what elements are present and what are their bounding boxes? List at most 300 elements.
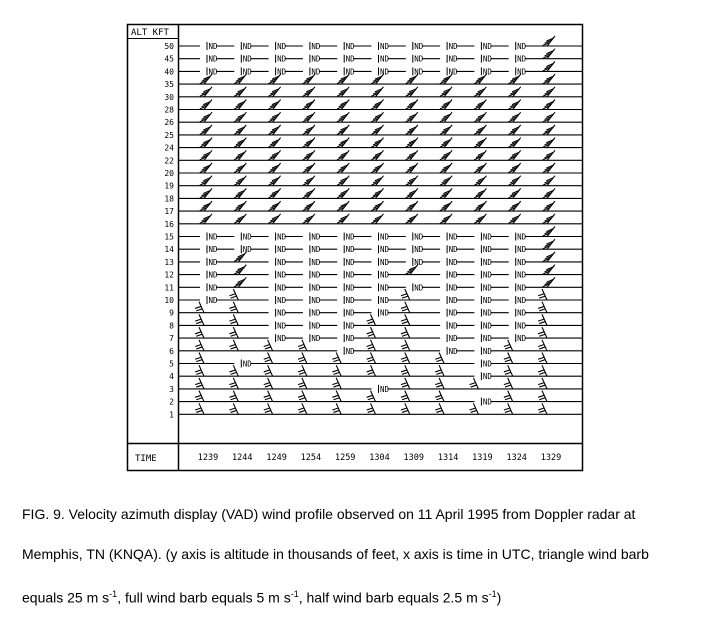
wind-barb [337, 74, 349, 84]
altitude-label: 18 [164, 194, 174, 204]
nd-marker: ND [277, 257, 287, 267]
wind-barb [234, 265, 246, 275]
wind-barb [538, 340, 547, 351]
wind-barb [337, 100, 349, 110]
nd-marker: ND [414, 257, 424, 267]
nd-marker: ND [482, 321, 492, 331]
wind-barb [543, 227, 555, 237]
nd-marker: ND [277, 334, 287, 344]
nd-marker: ND [277, 245, 287, 255]
wind-barb [401, 302, 410, 313]
wind-barb [474, 163, 486, 173]
wind-barb [234, 100, 246, 110]
wind-barb [543, 214, 555, 224]
wind-barb [229, 391, 238, 402]
nd-marker: ND [277, 270, 287, 280]
wind-barb [371, 214, 383, 224]
altitude-label: 10 [164, 296, 174, 305]
time-label-1259: 1259 [334, 453, 356, 463]
wind-barb [303, 188, 315, 198]
wind-barb [435, 391, 444, 402]
nd-marker: ND [379, 270, 390, 280]
wind-barb [474, 201, 486, 211]
wind-barb [401, 327, 410, 338]
altitude-label: 25 [164, 130, 174, 140]
wind-barb [371, 112, 383, 122]
altitude-label: 14 [164, 245, 174, 255]
nd-marker: ND [448, 42, 458, 51]
nd-marker: ND [208, 67, 218, 77]
wind-barb [229, 403, 238, 414]
wind-barb [543, 252, 555, 262]
wind-barb [440, 188, 452, 198]
nd-marker: ND [517, 296, 527, 305]
nd-marker: ND [311, 270, 321, 280]
wind-barb [200, 138, 212, 148]
wind-barb [509, 176, 521, 186]
wind-barb [406, 112, 418, 122]
wind-barb [303, 112, 315, 122]
wind-barb [303, 176, 315, 186]
wind-barb [401, 378, 410, 389]
wind-barb [474, 87, 486, 97]
altitude-row-lines [179, 46, 583, 414]
nd-marker: ND [379, 54, 390, 64]
altitude-label: 5 [169, 359, 174, 369]
nd-marker: ND [379, 283, 390, 293]
wind-barb [406, 125, 418, 135]
nd-marker: ND [448, 296, 458, 305]
wind-barb [268, 100, 280, 110]
wind-barb [406, 214, 418, 224]
wind-barb [200, 74, 212, 84]
wind-barb [332, 378, 341, 389]
wind-barb [200, 125, 212, 135]
wind-barb [538, 353, 547, 364]
wind-barb [543, 49, 555, 59]
wind-barb [298, 365, 307, 376]
wind-barb [303, 100, 315, 110]
wind-barb [264, 378, 273, 389]
wind-barb [440, 214, 452, 224]
nd-marker: ND [208, 232, 218, 242]
wind-barb [440, 112, 452, 122]
time-label-1254: 1254 [300, 453, 322, 463]
wind-barb [268, 188, 280, 198]
wind-barb [440, 74, 452, 84]
wind-barb [337, 87, 349, 97]
wind-barb [371, 87, 383, 97]
nd-marker: ND [482, 67, 492, 77]
caption-line-3-part-4: ) [496, 589, 502, 606]
wind-barb [337, 138, 349, 148]
nd-marker: ND [414, 245, 424, 255]
wind-barb [195, 365, 204, 376]
caption-line-3-part-2: , full wind barb equals 5 m s [117, 589, 291, 606]
nd-marker: ND [517, 283, 527, 293]
wind-barb [298, 403, 307, 414]
caption-line-3-part-3: , half wind barb equals 2.5 m s [298, 589, 489, 606]
nd-marker: ND [379, 308, 390, 318]
wind-barb [474, 188, 486, 198]
wind-barb [200, 150, 212, 160]
wind-barb [234, 112, 246, 122]
altitude-label: 15 [164, 232, 174, 242]
nd-marker: ND [448, 232, 458, 242]
wind-barb [509, 150, 521, 160]
nd-marker: ND [208, 257, 218, 267]
nd-marker: ND [482, 334, 492, 344]
wind-barb [264, 391, 273, 402]
nd-marker: ND [482, 283, 492, 293]
wind-barb [401, 314, 410, 325]
nd-marker: ND [242, 359, 252, 369]
altitude-label: 24 [164, 143, 174, 153]
wind-barb [234, 125, 246, 135]
nd-marker: ND [448, 308, 458, 318]
nd-marker: ND [379, 232, 390, 242]
nd-marker: ND [208, 270, 218, 280]
time-label-1309: 1309 [403, 453, 425, 463]
nd-marker: ND [345, 283, 355, 293]
wind-barb [371, 74, 383, 84]
nd-marker: ND [345, 67, 355, 77]
nd-marker: ND [311, 321, 321, 331]
wind-barb [268, 150, 280, 160]
caption-line-1: FIG. 9. Velocity azimuth display (VAD) wind profile observed on 11 April 1995 from Doppler radar at [22, 506, 636, 522]
time-label: TIME [135, 454, 157, 464]
wind-barb [538, 391, 547, 402]
wind-barb [234, 188, 246, 198]
wind-barb [474, 112, 486, 122]
nd-marker: ND [242, 67, 252, 77]
wind-barb [406, 201, 418, 211]
wind-barb [406, 265, 418, 275]
altitude-label: 40 [164, 67, 174, 77]
wind-barb [440, 138, 452, 148]
wind-barb [371, 201, 383, 211]
altitude-label: 22 [164, 156, 174, 166]
wind-barb [234, 252, 246, 262]
nd-marker: ND [242, 245, 252, 255]
altitude-label: 20 [164, 169, 174, 178]
nd-marker: ND [277, 67, 287, 77]
wind-barb [200, 100, 212, 110]
wind-barb [234, 277, 246, 287]
wind-barb [474, 125, 486, 135]
nd-marker: ND [517, 270, 527, 280]
wind-barb [303, 138, 315, 148]
nd-marker: ND [277, 283, 287, 293]
nd-marker: ND [242, 42, 252, 51]
nd-marker: ND [311, 257, 321, 267]
altitude-label: 3 [169, 384, 174, 394]
wind-barb [371, 176, 383, 186]
time-label-1304: 1304 [369, 453, 390, 463]
nd-marker: ND [345, 321, 355, 331]
nd-marker: ND [208, 283, 218, 293]
wind-barb [367, 403, 376, 414]
wind-barb [264, 365, 273, 376]
wind-barb [474, 214, 486, 224]
wind-barb [367, 340, 376, 351]
wind-barb [474, 138, 486, 148]
nd-marker: ND [277, 42, 287, 51]
nd-marker: ND [517, 42, 527, 51]
altitude-label: 1 [169, 410, 174, 420]
caption-line-3 [22, 574, 692, 618]
altitude-label: 28 [164, 105, 174, 115]
nd-marker: ND [379, 384, 390, 394]
wind-barb [200, 201, 212, 211]
wind-barb [440, 100, 452, 110]
nd-marker: ND [482, 397, 492, 407]
nd-marker: ND [208, 42, 218, 51]
altitude-label: 50 [164, 42, 174, 51]
nd-marker: ND [482, 359, 492, 369]
wind-barb [440, 176, 452, 186]
wind-barb [509, 163, 521, 173]
wind-barb [371, 163, 383, 173]
nd-marker: ND [345, 296, 355, 305]
nd-marker: ND [242, 54, 252, 64]
nd-marker: ND [517, 257, 527, 267]
wind-barb [401, 365, 410, 376]
wind-barb [509, 112, 521, 122]
altitude-label: 30 [164, 92, 174, 102]
wind-barb [406, 100, 418, 110]
wind-barb [538, 365, 547, 376]
wind-barb [268, 125, 280, 135]
wind-barb [268, 163, 280, 173]
nd-marker: ND [448, 321, 458, 331]
nd-marker: ND [414, 232, 424, 242]
altitude-label: 19 [164, 181, 174, 191]
nd-marker: ND [517, 308, 527, 318]
wind-barb [367, 353, 376, 364]
nd-marker: ND [345, 334, 355, 344]
nd-marker: ND [208, 245, 218, 255]
wind-barb [371, 138, 383, 148]
altitude-label: 35 [164, 80, 174, 90]
wind-barb [332, 391, 341, 402]
nd-marker: ND [311, 42, 321, 51]
wind-barb [268, 74, 280, 84]
wind-barb [268, 112, 280, 122]
wind-barb [332, 365, 341, 376]
wind-barb [200, 214, 212, 224]
wind-barb [406, 138, 418, 148]
nd-marker: ND [448, 257, 458, 267]
caption-exponent-3: -1 [488, 589, 497, 599]
wind-barb [268, 87, 280, 97]
wind-barb [474, 150, 486, 160]
wind-barb [543, 112, 555, 122]
wind-barb [234, 201, 246, 211]
nd-marker: ND [482, 232, 492, 242]
altitude-label: 6 [169, 346, 174, 356]
nd-marker: ND [482, 54, 492, 64]
wind-barb [229, 314, 238, 325]
wind-barb [229, 302, 238, 313]
nd-marker: ND [448, 67, 458, 77]
time-label-1319: 1319 [472, 453, 493, 463]
wind-barb [538, 302, 547, 313]
nd-marker: ND [414, 283, 424, 293]
nd-marker: ND [482, 245, 492, 255]
wind-barb [504, 403, 513, 414]
wind-barb [229, 378, 238, 389]
wind-barb [543, 277, 555, 287]
caption-exponent-1: -1 [109, 589, 118, 599]
nd-marker: ND [517, 245, 527, 255]
time-label-1314: 1314 [437, 453, 459, 463]
wind-barb [200, 176, 212, 186]
caption-line-3-part-1: equals 25 m s [22, 589, 110, 606]
wind-barb [371, 150, 383, 160]
time-labels [198, 453, 561, 463]
wind-barb [543, 36, 555, 46]
nd-marker: ND [448, 346, 458, 356]
wind-barb [371, 100, 383, 110]
time-label-1324: 1324 [506, 453, 527, 463]
time-label-1239: 1239 [197, 453, 219, 463]
altitude-label: 8 [169, 321, 174, 331]
wind-barb [543, 61, 555, 71]
wind-barb [195, 403, 204, 414]
wind-barb [406, 74, 418, 84]
wind-barb [229, 327, 238, 338]
nd-marker: ND [311, 245, 321, 255]
caption-line-2: Memphis, TN (KNQA). (y axis is altitude in thousands of feet, x axis is time in UTC, triangle wind barb [22, 546, 649, 562]
wind-barb [435, 365, 444, 376]
nd-marker: ND [208, 296, 218, 305]
wind-barb [268, 138, 280, 148]
wind-barb [440, 163, 452, 173]
wind-barb [538, 327, 547, 338]
nd-marker: ND [517, 334, 527, 344]
nd-marker: ND [448, 245, 458, 255]
wind-barb [303, 125, 315, 135]
nd-marker: ND [208, 54, 218, 64]
nd-marker: ND [517, 67, 527, 77]
wind-barb [474, 176, 486, 186]
wind-barb [435, 403, 444, 414]
nd-marker: ND [448, 270, 458, 280]
nd-marker: ND [345, 308, 355, 318]
altitude-label: 2 [169, 397, 174, 407]
wind-barb [406, 176, 418, 186]
wind-barb [337, 125, 349, 135]
time-label-1329: 1329 [540, 453, 562, 463]
wind-barb [337, 163, 349, 173]
wind-barb [543, 188, 555, 198]
altitude-labels [164, 42, 174, 419]
nd-marker: ND [482, 372, 492, 382]
wind-barb [200, 188, 212, 198]
nd-marker: ND [448, 334, 458, 344]
wind-barb [303, 201, 315, 211]
nd-marker: ND [482, 308, 492, 318]
wind-barb [337, 188, 349, 198]
nd-marker: ND [448, 54, 458, 64]
wind-barbs [195, 36, 555, 414]
altitude-label: 13 [164, 257, 174, 267]
wind-barb [195, 353, 204, 364]
wind-barb [200, 163, 212, 173]
wind-barb [538, 378, 547, 389]
nd-marker: ND [345, 346, 355, 356]
wind-barb [337, 112, 349, 122]
nd-marker: ND [379, 296, 390, 305]
wind-barb [509, 87, 521, 97]
wind-barb [406, 87, 418, 97]
nd-marker: ND [277, 296, 287, 305]
wind-barb [229, 340, 238, 351]
wind-barb [234, 214, 246, 224]
caption-exponent-2: -1 [290, 589, 299, 599]
wind-barb [440, 201, 452, 211]
wind-barb [337, 176, 349, 186]
wind-barb [543, 138, 555, 148]
wind-barb [538, 314, 547, 325]
wind-barb [509, 138, 521, 148]
wind-barb [509, 74, 521, 84]
altitude-label: 26 [164, 118, 174, 128]
wind-barb [543, 100, 555, 110]
wind-barb [543, 125, 555, 135]
nd-marker: ND [414, 42, 424, 51]
wind-barb [543, 74, 555, 84]
wind-barb [474, 100, 486, 110]
nd-marker: ND [311, 232, 321, 242]
wind-barb [229, 289, 238, 300]
wind-barb [332, 403, 341, 414]
wind-barb [234, 150, 246, 160]
wind-barb [538, 289, 547, 300]
wind-barb [303, 214, 315, 224]
nd-marker: ND [345, 232, 355, 242]
time-label-1244: 1244 [232, 453, 253, 463]
nd-marker: ND [482, 346, 492, 356]
wind-barb [543, 239, 555, 249]
wind-barb [234, 176, 246, 186]
nd-marker: ND [517, 232, 527, 242]
wind-barb [371, 125, 383, 135]
nd-marker: ND [311, 308, 321, 318]
wind-barb [264, 353, 273, 364]
nd-marker: ND [242, 232, 252, 242]
nd-marker: ND [311, 334, 321, 344]
nd-marker: ND [345, 245, 355, 255]
altitude-label: 17 [164, 207, 174, 217]
wind-barb [401, 391, 410, 402]
wind-barb [509, 100, 521, 110]
wind-barb [234, 163, 246, 173]
wind-barb [268, 214, 280, 224]
wind-barb [435, 378, 444, 389]
wind-barb [543, 87, 555, 97]
nd-marker: ND [482, 257, 492, 267]
wind-barb [401, 403, 410, 414]
wind-barb [303, 74, 315, 84]
wind-barb [195, 327, 204, 338]
wind-barb [543, 150, 555, 160]
wind-barb [401, 353, 410, 364]
wind-barb [401, 340, 410, 351]
nd-marker: ND [277, 232, 287, 242]
wind-barb [337, 214, 349, 224]
